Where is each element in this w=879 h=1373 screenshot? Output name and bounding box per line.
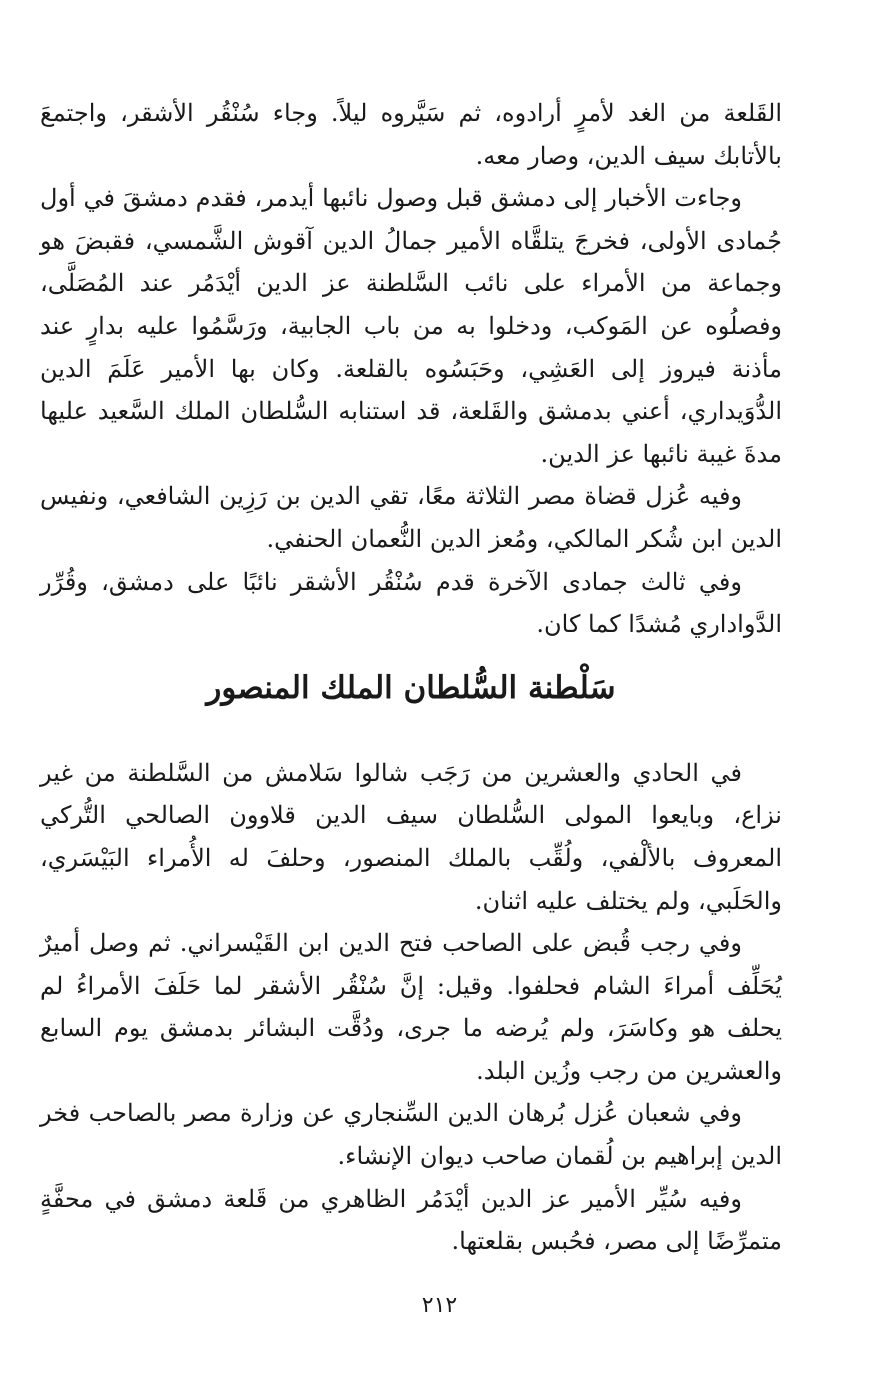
paragraph-shaban-vizier: وفي شعبان عُزل بُرهان الدين السِّنجاري عن وزارة مصر بالصاحب فخر الدين إبراهيم بن لُقمان صاحب ديوان الإنشاء.	[40, 1099, 782, 1171]
paragraph-continuation: القَلعة من الغد لأمرٍ أرادوه، ثم سَيَّروه ليلاً. وجاء سُنْقُر الأشقر، واجتمعَ بالأتابك سيف الدين، وصار معه.	[40, 99, 782, 170]
paragraph-sunqur-deputy: وفي ثالث جمادى الآخرة قدم سُنْقُر الأشقر نائبًا على دمشق، وقُرِّر الدَّواداري مُشدًا كما كان.	[40, 567, 782, 639]
page-number: ٢١٢	[421, 1293, 458, 1318]
paragraph-judges-dismissed: وفيه عُزل قضاة مصر الثلاثة معًا، تقي الدين بن رَزِين الشافعي، ونفيس الدين ابن شُكر المالكي، ومُعز الدين النُّعمان الحنفي.	[40, 482, 782, 553]
paragraph-qalawun-accession: في الحادي والعشرين من رَجَب شالوا سَلامش من السَّلطنة من غير نزاع، وبايعوا المولى السُّلطان سيف الدين قلاوون الصالحي التُّركي المعروف بالألْفي، ولُقِّب بالملك المنصور، وحلفَ له الأُمراء البَيْسَري، والحَلَبي، ولم يختلف عليه اثنان.	[40, 758, 782, 915]
paragraph-news-damascus: وجاءت الأخبار إلى دمشق قبل وصول نائبها أيدمر، فقدم دمشقَ في أول جُمادى الأولى، فخرجَ يتلقَّاه الأمير جمالُ الدين آقوش الشَّمسي، فقبضَ هو وجماعة من الأمراء على نائب السَّلطنة عز الدين أيْدَمُر عند المُصَلَّى، وفصلُوه عن المَوكب، ودخلوا به من باب الجابية، ورَسَّمُوا عليه بدارٍ عند مأذنة فيروز إلى العَشِي، وحَبَسُوه بالقلعة. وكان بها الأمير عَلَمَ الدين الدُّوَيداري، أعني بدمشق والقَلعة، قد استنابه السُّلطان الملك السَّعيد عليها مدةَ غيبة نائبها عز الدين.	[40, 184, 783, 468]
paragraph-aydamur-sent: وفيه سُيِّر الأمير عز الدين أيْدَمُر الظاهري من قَلعة دمشق في محفَّةٍ متمرِّضًا إلى مصر، فحُبس بقلعتها.	[40, 1184, 782, 1256]
page-body	[40, 92, 782, 1263]
section-heading: سَلْطنة السُّلطان الملك المنصور	[206, 669, 616, 706]
paragraph-rajab-events: وفي رجب قُبض على الصاحب فتح الدين ابن القَيْسراني. ثم وصل أميرٌ يُحَلِّف أمراءَ الشام فحلفوا. وقيل: إنَّ سُنْقُر الأشقر لما حَلَفَ الأمراءُ لم يحلف هو وكاسَرَ، ولم يُرضه ما جرى، ودُقَّت البشائر بدمشق يوم السابع والعشرين من رجب وزُين البلد.	[40, 929, 782, 1085]
